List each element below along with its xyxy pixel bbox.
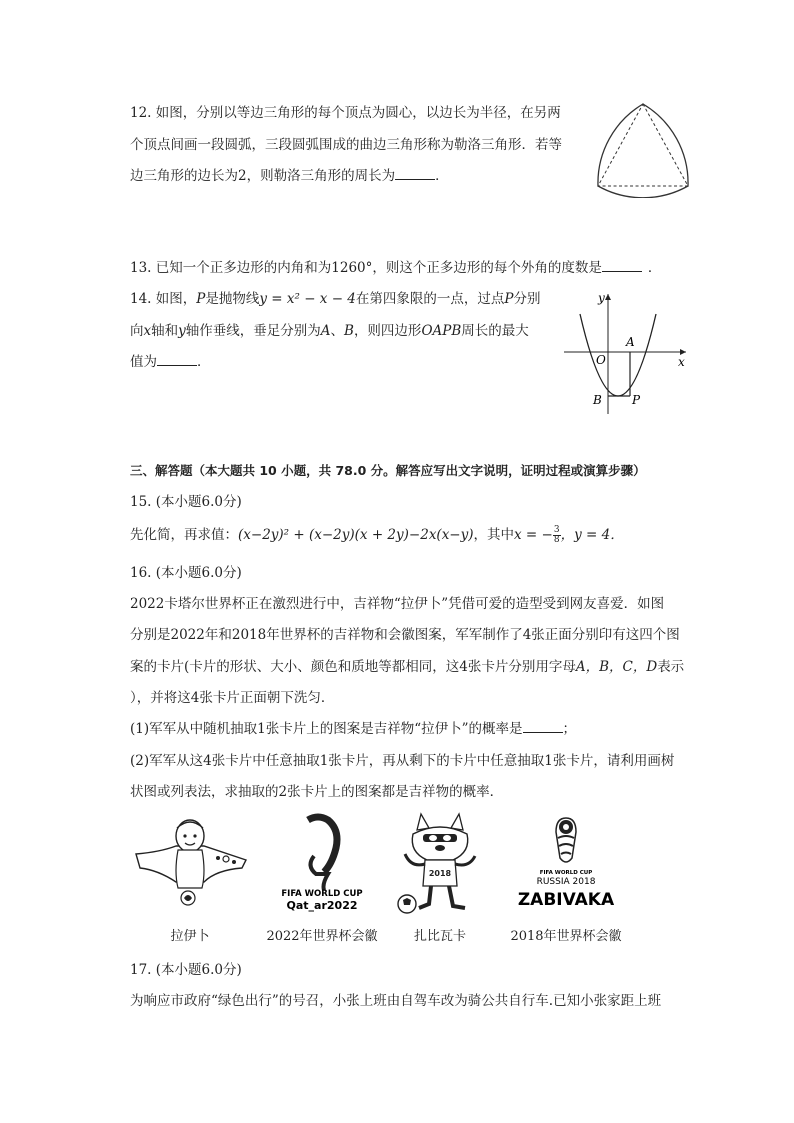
q12-line3 (130, 166, 449, 186)
answer-blank (157, 353, 197, 366)
q14-text: 周长的最大 (461, 323, 529, 339)
label-x: x (678, 355, 685, 369)
fifa-2018-emblem-image (506, 812, 626, 917)
answer-blank (602, 259, 642, 272)
q16-line7: 状图或列表法，求抽取的2张卡片上的图案都是吉祥物的概率． (130, 784, 504, 800)
q16-letters: A，B，C，D (575, 659, 658, 675)
fifa-2018-text: FIFA WORLD CUP (539, 870, 593, 876)
q16-text: ； (562, 721, 577, 737)
caption-zabivaka: 扎比瓦卡 (413, 929, 466, 944)
q14-line3 (130, 352, 211, 372)
q14-text: 14. 如图， (130, 291, 197, 307)
q13-text: 13. 已知一个正多边形的内角和为1260°，则这个正多边形的每个外角的度数是 (130, 260, 602, 276)
parabola-graph-figure (560, 288, 695, 418)
q14-var: OAPB (421, 323, 462, 339)
fraction-numerator: 3 (553, 525, 560, 535)
label-o: O (596, 353, 606, 367)
q14-text: 轴作垂线，垂足分别为 (185, 323, 321, 339)
q16-text: 表示 (657, 659, 685, 675)
q13-end: ． (647, 260, 662, 276)
q13-line (130, 258, 661, 278)
q12-line1: 12. 如图，分别以等边三角形的每个顶点为圆心，以边长为半径，在另两 (130, 105, 561, 121)
q17-line1: 为响应市政府“绿色出行”的号召，小张上班由自驾车改为骑公共自行车.已知小张家距上班 (130, 993, 662, 1009)
label-y: y (598, 291, 605, 305)
zabivaka-text: ZABIVAKA (517, 890, 615, 910)
q15-y: ，y = 4． (560, 527, 624, 543)
q14-text: 分别 (513, 291, 541, 307)
caption-laeeb: 拉伊卜 (170, 929, 210, 944)
q14-text: 值为 (130, 354, 157, 370)
q15-text: ，其中 (473, 527, 515, 543)
qatar-2022-text: Qat_ar2022 (286, 899, 358, 912)
q14-var: P (196, 291, 206, 307)
q14-text: 轴和 (151, 323, 179, 339)
q16-line3 (130, 657, 684, 677)
fifa-2022-text: FIFA WORLD CUP (281, 889, 363, 899)
q16-line6: (2)军军从这4张卡片中任意抽取1张卡片，再从剩下的卡片中任意抽取1张卡片，请利用画树 (130, 753, 675, 769)
q15-header: 15. (本小题6.0分) (130, 494, 242, 510)
q14-var: P (504, 291, 514, 307)
label-a: A (626, 335, 635, 349)
q16-line2: 分别是2022年和2018年世界杯的吉祥物和会徽图案，军军制作了4张正面分别印有这四个图 (130, 627, 680, 643)
q12-line3-text: 边三角形的边长为2，则勒洛三角形的周长为 (130, 168, 396, 184)
zabivaka-mascot-image (395, 812, 485, 917)
label-p: P (632, 393, 641, 407)
laeeb-mascot-image (130, 812, 250, 917)
q14-text: 是抛物线 (205, 291, 260, 307)
q14-text: 在第四象限的一点，过点 (355, 291, 505, 307)
q14-text: 向 (130, 323, 144, 339)
q16-header: 16. (本小题6.0分) (130, 565, 242, 581)
q15-expression: (x−2y)² + (x−2y)(x + 2y)−2x(x−y) (238, 527, 474, 543)
fraction-denominator: 8 (553, 535, 560, 545)
parabola-equation: y = x² − x − 4 (259, 291, 356, 307)
q16-text: 案的卡片(卡片的形状、大小、颜色和质地等都相同，这4张卡片分别用字母 (130, 659, 576, 675)
q14-var: y (178, 323, 186, 339)
reuleaux-triangle-figure (590, 98, 700, 198)
caption-2018-emblem: 2018年世界杯会徽 (510, 929, 622, 944)
fraction (553, 526, 561, 545)
q17-header: 17. (本小题6.0分) (130, 962, 242, 978)
q16-line1: 2022卡塔尔世界杯正在激烈进行中，吉祥物“拉伊卜”凭借可爱的造型受到网友喜爱．如图 (130, 596, 665, 612)
q14-end: ． (197, 354, 211, 370)
caption-2022-emblem: 2022年世界杯会徽 (266, 929, 378, 944)
answer-blank (395, 167, 435, 180)
russia-2018-text: RUSSIA 2018 (536, 877, 596, 887)
parabola-curve (580, 314, 656, 396)
q15-text: 先化简，再求值： (130, 527, 238, 543)
label-b: B (593, 393, 602, 407)
section-title: 三、解答题（本大题共 10 小题，共 78.0 分。解答应写出文字说明，证明过程或演算步骤） (130, 463, 646, 478)
q15-x: x = − (514, 527, 553, 543)
q14-line2 (130, 321, 529, 341)
q14-text: 、 (330, 323, 345, 339)
q15-line (130, 525, 624, 545)
q14-var: A (320, 323, 331, 339)
q16-line4: ），并将这4张卡片正面朝下洗匀． (130, 690, 335, 706)
q12-line2: 个顶点间画一段圆弧，三段圆弧围成的曲边三角形称为勒洛三角形．若等 (130, 137, 562, 153)
q14-var: B (344, 323, 354, 339)
fifa-2022-emblem-image (272, 812, 372, 917)
q16-text: (1)军军从中随机抽取1张卡片上的图案是吉祥物“拉伊卜”的概率是 (130, 721, 523, 737)
q14-var: x (143, 323, 152, 339)
svg-text:2018: 2018 (428, 869, 452, 878)
q14-line1 (130, 289, 541, 309)
q14-text: ，则四边形 (353, 323, 422, 339)
q16-line5 (130, 719, 576, 739)
answer-blank (523, 720, 563, 733)
q12-line3-end: ． (435, 168, 449, 184)
